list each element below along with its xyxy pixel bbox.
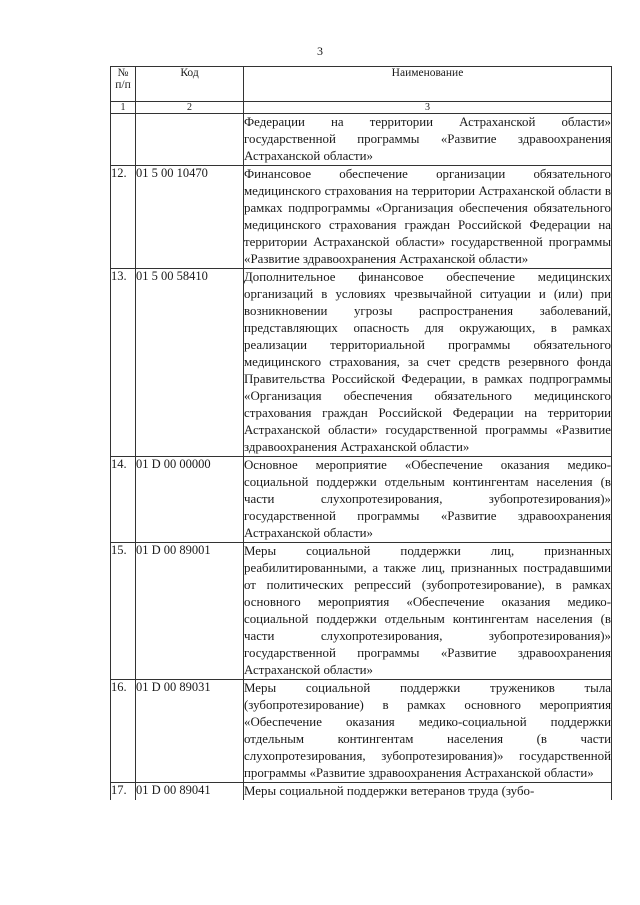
row-name: Дополнительное финансовое обеспечение медицинских организаций в условиях чрезвычайной ситуации и (или) при возникновении угрозы распространения заболеваний, представляющих опасность для окружающих, в рамках реализации территориальной программы обязательного медицинского страхования, за счет средств резервного фонда Правительства Российской Федерации, в рамках подпрограммы «Организация обеспечения обязательного медицинского страхования граждан Российской Федерации на территории Астраханской области» государственной программы «Развитие здравоохранения Астраханской области»: [244, 269, 612, 457]
row-code: 01 D 00 89041: [136, 783, 244, 801]
table-row: [111, 783, 612, 801]
col-index-1: 1: [111, 102, 136, 114]
row-code: 01 5 00 10470: [136, 166, 244, 269]
col-index-2: 2: [136, 102, 244, 114]
row-code: 01 D 00 00000: [136, 457, 244, 543]
header-num: № п/п: [111, 67, 136, 102]
row-num: 17.: [111, 783, 136, 801]
header-name: Наименование: [244, 67, 612, 102]
row-num: 12.: [111, 166, 136, 269]
row-name: Финансовое обеспечение организации обязательного медицинского страхования на территории Астраханской области в рамках подпрограммы «Организация обеспечения обязательного медицинского страхования граждан Российской Федерации на территории Астраханской области» государственной программы «Развитие здравоохранения Астраханской области»: [244, 166, 612, 269]
table-row: [111, 269, 612, 457]
table-row-continuation: [111, 114, 612, 166]
header-row: [111, 67, 612, 102]
page-number: 3: [317, 44, 323, 58]
row-code: 01 D 00 89031: [136, 680, 244, 783]
row-num: 13.: [111, 269, 136, 457]
row-num: 14.: [111, 457, 136, 543]
table-row: [111, 680, 612, 783]
row-name: Основное мероприятие «Обеспечение оказания медико-социальной поддержки отдельным контингентам населения (в части слухопротезирования, зубопротезирования)» государственной программы «Развитие здравоохранения Астраханской области»: [244, 457, 612, 543]
table-row: [111, 543, 612, 680]
col-index-3: 3: [244, 102, 612, 114]
row-num: [111, 114, 136, 166]
column-index-row: [111, 102, 612, 114]
row-name: Меры социальной поддержки лиц, признанных реабилитированными, а также лиц, признанных пострадавшими от политических репрессий (зубопротезирование), в рамках основного мероприятия «Обеспечение оказания медико-социальной поддержки отдельным контингентам населения (в части слухопротезирования, зубопротезирования)» государственной программы «Развитие здравоохранения Астраханской области»: [244, 543, 612, 680]
row-code: 01 D 00 89001: [136, 543, 244, 680]
header-code: Код: [136, 67, 244, 102]
row-num: 16.: [111, 680, 136, 783]
table-row: [111, 457, 612, 543]
budget-code-table: [110, 66, 612, 800]
row-name: Федерации на территории Астраханской области» государственной программы «Развитие здравоохранения Астраханской области»: [244, 114, 612, 166]
row-code: [136, 114, 244, 166]
row-num: 15.: [111, 543, 136, 680]
row-code: 01 5 00 58410: [136, 269, 244, 457]
row-name: Меры социальной поддержки тружеников тыла (зубопротезирование) в рамках основного мероприятия «Обеспечение оказания медико-социальной поддержки отдельным контингентам населения (в части слухопротезирования, зубопротезирования)» государственной программы «Развитие здравоохранения Астраханской области»: [244, 680, 612, 783]
row-name: Меры социальной поддержки ветеранов труда (зубо-: [244, 783, 612, 801]
table-row: [111, 166, 612, 269]
